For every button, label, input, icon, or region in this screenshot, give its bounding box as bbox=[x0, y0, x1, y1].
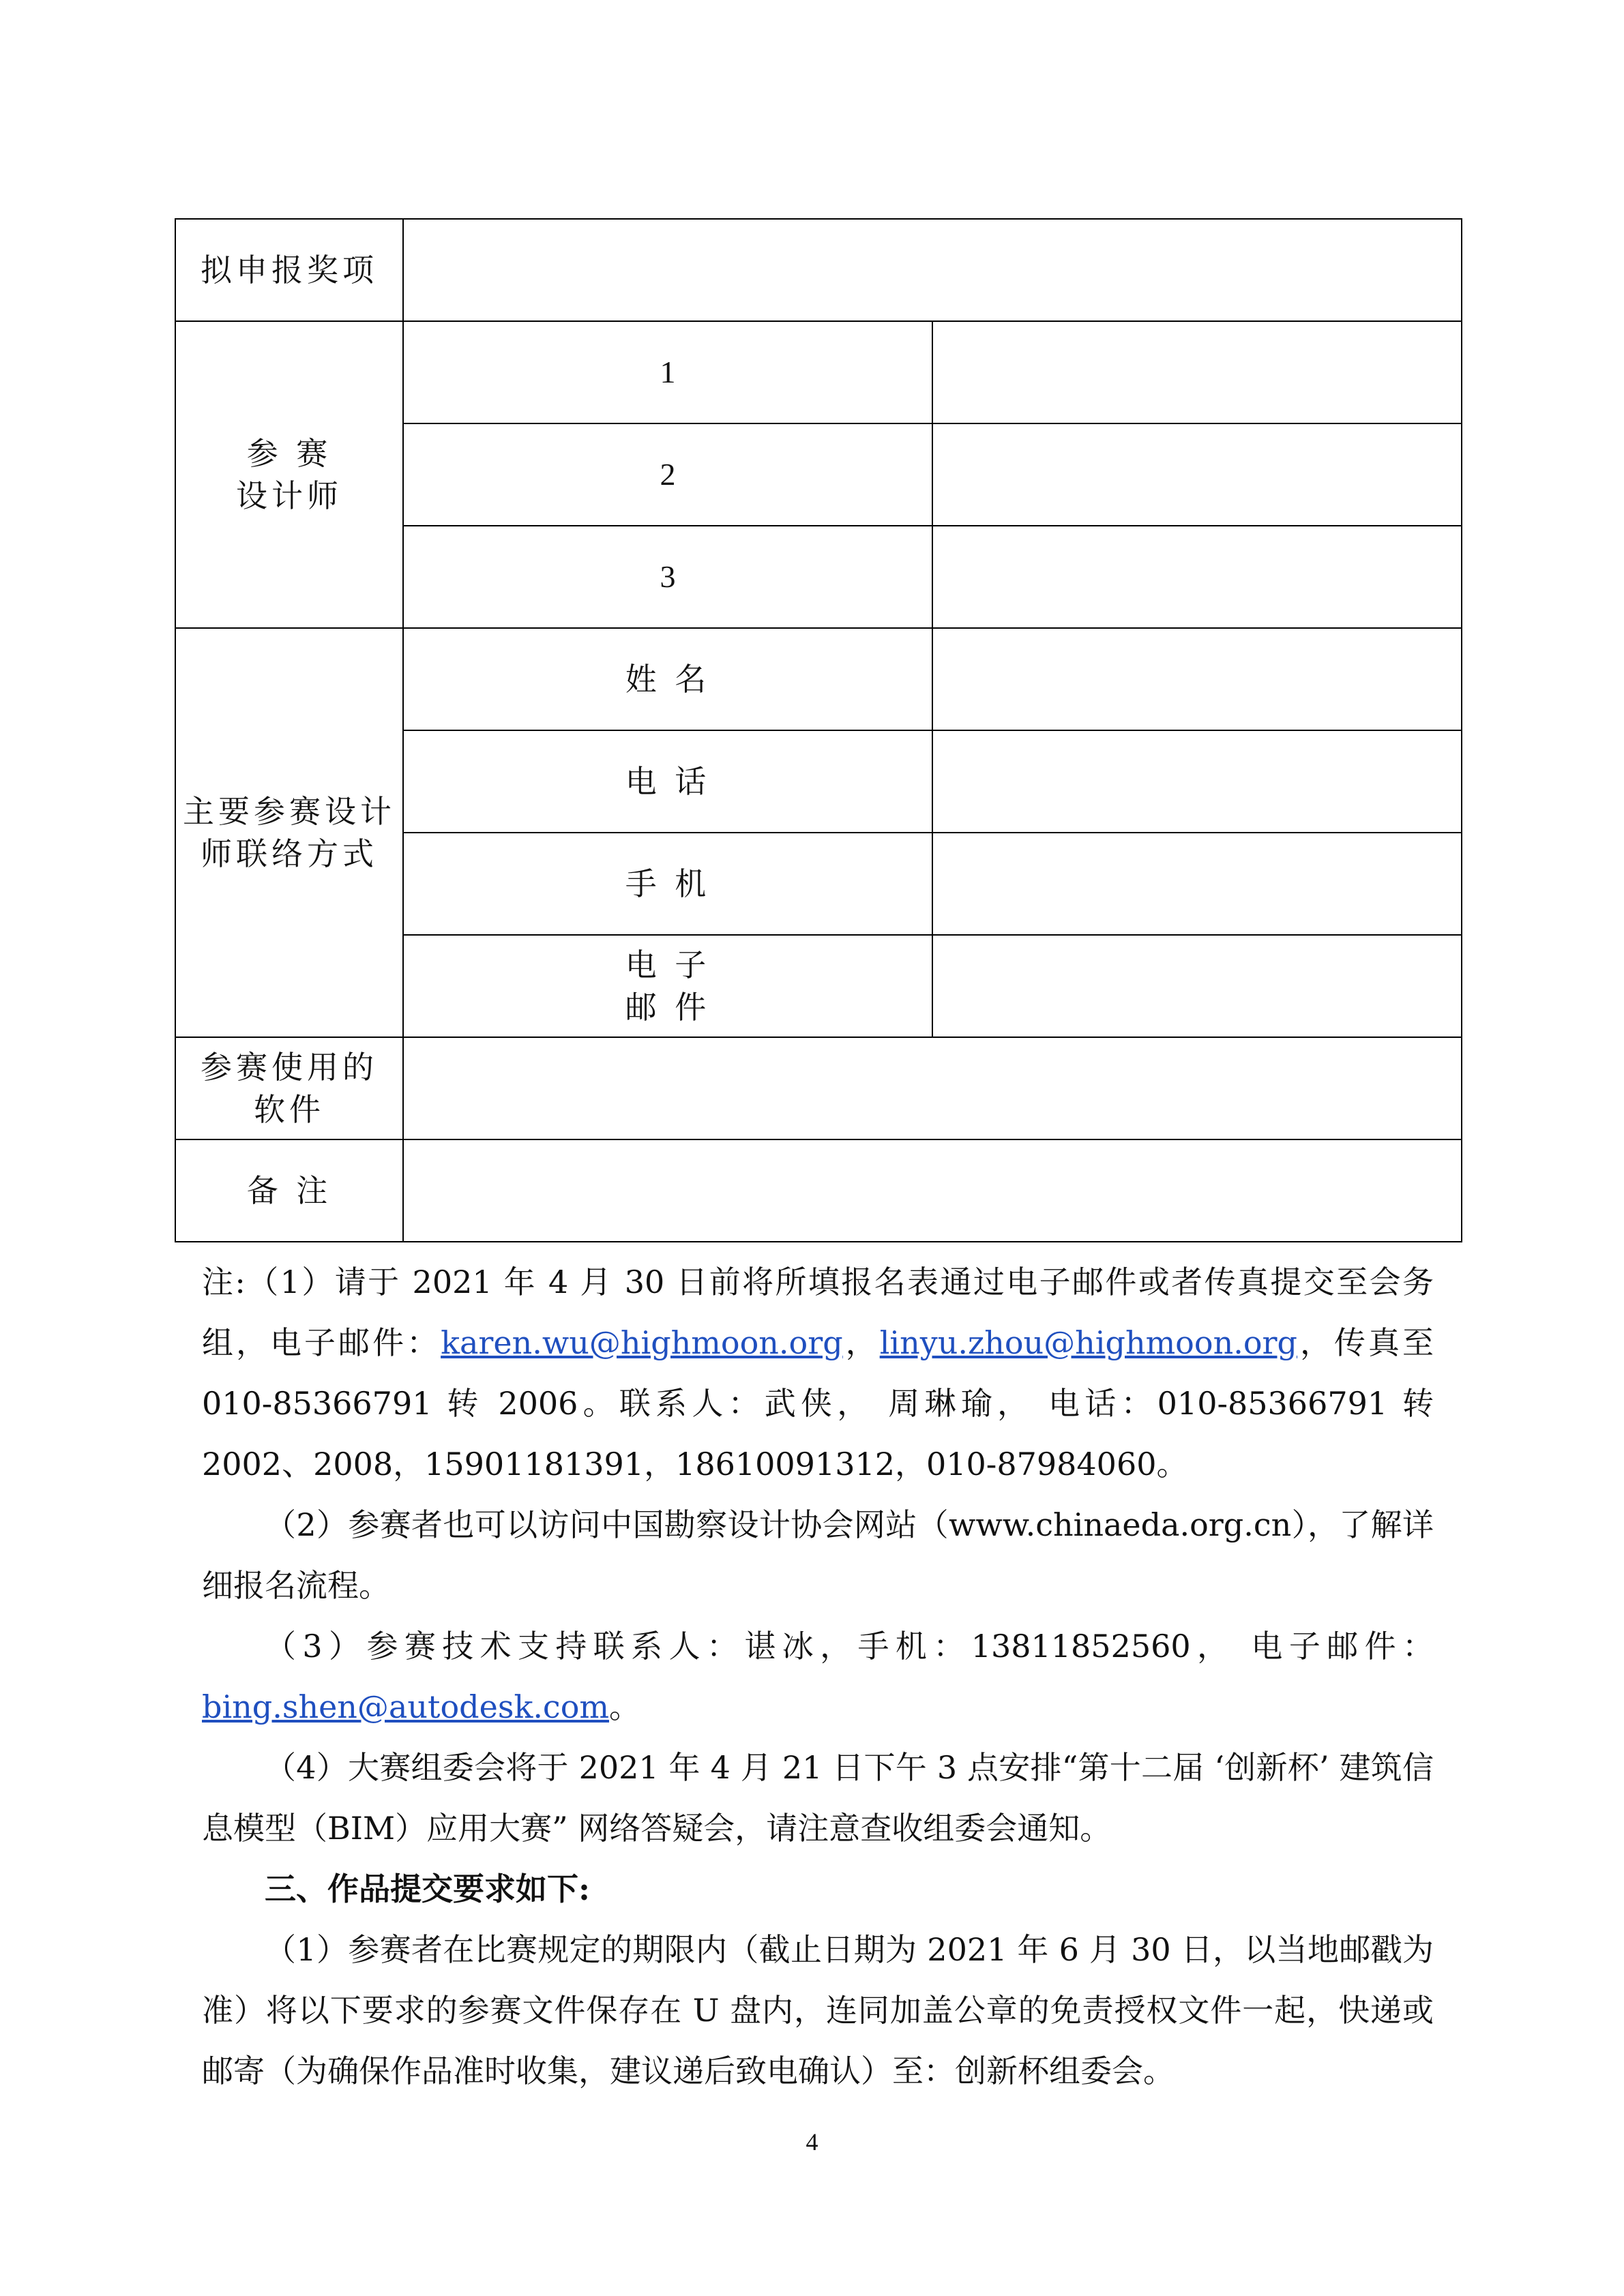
designer-number: 2 bbox=[403, 423, 932, 526]
software-label: 参赛使用的 软件 bbox=[201, 1049, 378, 1128]
contact-field-phone bbox=[403, 730, 932, 833]
contact-field-label: 手 机 bbox=[625, 865, 711, 902]
contact-field-name bbox=[403, 628, 932, 730]
email-link-karen[interactable]: karen.wu@highmoon.org bbox=[441, 1324, 843, 1361]
contact-label: 主要参赛设计 师联络方式 bbox=[183, 793, 396, 872]
remarks-label: 备 注 bbox=[246, 1172, 332, 1209]
software-label-cell bbox=[175, 1037, 403, 1139]
award-input-cell[interactable] bbox=[403, 219, 1462, 321]
contact-field-label: 姓 名 bbox=[625, 661, 711, 698]
contact-phone-input-cell[interactable] bbox=[932, 730, 1462, 833]
designer-2-input-cell[interactable] bbox=[932, 423, 1462, 526]
section-3-paragraph-1: （1）参赛者在比赛规定的期限内（截止日期为 2021 年 6 月 30 日，以当地邮戳为准）将以下要求的参赛文件保存在 U 盘内，连同加盖公章的免责授权文件一起，快递或邮寄（为确保作品准时收集，建议递后致电确认）至：创新杯组委会。 bbox=[202, 1931, 1434, 2089]
award-label: 拟申报奖项 bbox=[201, 252, 378, 288]
note-1-separator: ， bbox=[842, 1324, 880, 1361]
note-1 bbox=[202, 1252, 1434, 1495]
note-1-text-b: ，传真至 010-85366791 转 2006。联系人：武侠， 周琳瑜， 电话：010-85366791 转 2002、2008，15901181391，18610091312，010-87984060。 bbox=[202, 1324, 1434, 1482]
page-number: 4 bbox=[806, 2128, 818, 2156]
note-2: （2）参赛者也可以访问中国勘察设计协会网站（www.chinaeda.org.cn），了解详细报名流程。 bbox=[202, 1506, 1434, 1604]
note-1-text-a: 注:（1）请于 2021 年 4 月 30 日前将所填报名表通过电子邮件或者传真提交至会务组，电子邮件： bbox=[202, 1264, 1434, 1361]
designers-label: 参 赛 设计师 bbox=[236, 435, 342, 514]
contact-field-label: 电 话 bbox=[625, 763, 711, 800]
designer-number: 1 bbox=[403, 321, 932, 423]
registration-form-table bbox=[175, 218, 1462, 1242]
software-input-cell[interactable] bbox=[403, 1037, 1462, 1139]
email-link-bing[interactable]: bing.shen@autodesk.com bbox=[202, 1688, 610, 1725]
designer-3-input-cell[interactable] bbox=[932, 526, 1462, 628]
remarks-input-cell[interactable] bbox=[403, 1139, 1462, 1242]
remarks-label-cell bbox=[175, 1139, 403, 1242]
notes-section bbox=[202, 1252, 1434, 2102]
award-label-cell bbox=[175, 219, 403, 321]
contact-field-mobile bbox=[403, 833, 932, 935]
contact-field-label: 电 子 邮 件 bbox=[625, 946, 711, 1026]
contact-name-input-cell[interactable] bbox=[932, 628, 1462, 730]
contact-mobile-input-cell[interactable] bbox=[932, 833, 1462, 935]
contact-email-input-cell[interactable] bbox=[932, 935, 1462, 1037]
email-link-linyu[interactable]: linyu.zhou@highmoon.org bbox=[879, 1324, 1297, 1361]
note-4: （4）大赛组委会将于 2021 年 4 月 21 日下午 3 点安排“第十二届 ‘创新杯’ 建筑信息模型（BIM）应用大赛” 网络答疑会，请注意查收组委会通知。 bbox=[202, 1749, 1434, 1847]
note-3-text-a: （3）参赛技术支持联系人：谌冰，手机：13811852560， 电子邮件： bbox=[265, 1628, 1434, 1665]
designer-number: 3 bbox=[403, 526, 932, 628]
note-3-text-b: 。 bbox=[609, 1688, 641, 1725]
note-3 bbox=[202, 1616, 1434, 1738]
contact-label-cell bbox=[175, 628, 403, 1037]
section-3-heading: 三、作品提交要求如下: bbox=[265, 1870, 590, 1907]
designers-label-cell bbox=[175, 321, 403, 628]
designer-1-input-cell[interactable] bbox=[932, 321, 1462, 423]
contact-field-email bbox=[403, 935, 932, 1037]
